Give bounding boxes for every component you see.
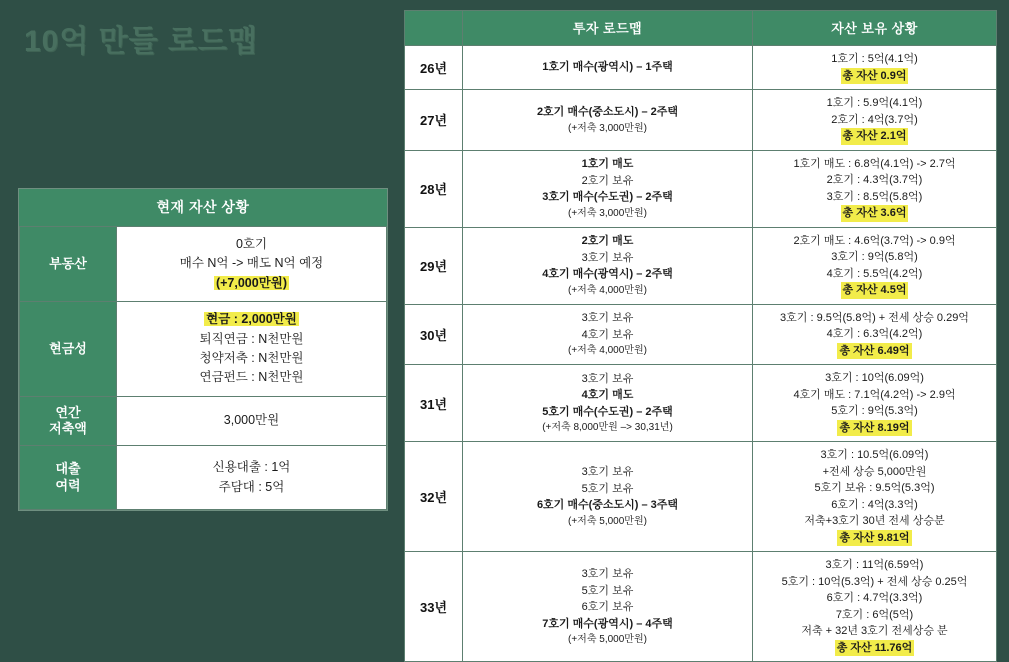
cell-line: 3호기 매수(수도권) – 2주택 [542,191,673,204]
asset-row-label-line: 대출 [55,461,81,477]
cell-line: 5호기 보유 [581,584,634,597]
cell-line: 2호기 매도 [581,235,634,248]
table-row [405,552,997,662]
cell-line: 3호기 보유 [581,251,634,264]
roadmap-year: 31년 [405,365,463,442]
roadmap-assets-cell [753,442,997,552]
roadmap-year: 32년 [405,442,463,552]
asset-value-line: 연금펀드 : N천만원 [199,370,304,385]
cell-line: 5호기 매수(수도권) – 2주택 [542,405,673,418]
cell-line: 7호기 매수(광역시) – 4주택 [542,617,673,630]
cell-line: 3호기 : 10.5억(6.09억) [820,449,929,461]
cell-line: 6호기 보유 [581,601,634,613]
roadmap-plan-cell [463,227,753,304]
roadmap-plan-cell [463,46,753,90]
cell-line: 3호기 보유 [581,466,634,479]
roadmap-year: 27년 [405,90,463,151]
cell-line: 저축 + 32년 3호기 전세상승 분 [801,625,948,637]
roadmap-year: 33년 [405,552,463,662]
roadmap-assets-cell [753,304,997,365]
table-row [405,365,997,442]
asset-value-line: 0호기 [235,237,268,251]
roadmap-plan-cell [463,365,753,442]
asset-value-line: 매수 N억 -> 매도 N억 예정 [179,256,324,271]
cell-line: (+저축 4,000만원) [568,284,647,296]
cell-line: 1호기 : 5억(4.1억) [831,53,918,65]
roadmap-year: 29년 [405,227,463,304]
asset-row [20,302,387,397]
cell-line [756,640,993,657]
table-row [405,90,997,151]
roadmap-plan-cell [463,442,753,552]
cell-line: 4호기 : 5.5억(4.2억) [826,267,923,280]
cell-line [756,420,993,437]
cell-line: 6호기 : 4.7억(3.3억) [826,592,923,604]
current-assets-header: 현재 자산 상황 [19,189,387,226]
roadmap-panel [404,10,996,662]
total-asset-badge: 총 자산 9.81억 [837,530,911,547]
cell-line: 1호기 : 5.9억(4.1억) [826,97,923,109]
cell-line: 2호기 : 4억(3.7억) [831,113,918,126]
cell-line: 3호기 : 9억(5.8억) [831,251,918,263]
roadmap-header-year [405,11,463,46]
cell-line: 3호기 : 10억(6.09억) [825,372,924,384]
cell-line [756,68,993,85]
asset-row [20,396,387,446]
cell-line: 1호기 매수(광역시) – 1주택 [542,61,673,74]
cell-line [756,343,993,360]
roadmap-assets-cell [753,552,997,662]
roadmap-year: 28년 [405,150,463,227]
asset-value-line: 퇴직연금 : N천만원 [199,331,304,346]
asset-row-value [117,302,387,397]
cell-line: 3호기 보유 [581,312,634,325]
asset-row-label [20,446,117,510]
highlighted-value: 현금 : 2,000만원 [206,312,297,327]
cell-line: 3호기 : 9.5억(5.8억) + 전세 상승 0.29억 [780,311,969,324]
cell-line: 4호기 : 6.3억(4.2억) [826,328,923,340]
asset-value-line: 3,000만원 [223,413,280,428]
total-asset-badge: 총 자산 0.9억 [841,68,909,85]
cell-line: 2호기 매수(중소도시) – 2주택 [536,106,679,118]
asset-value-line [121,310,382,329]
table-row [405,442,997,552]
total-asset-badge: 총 자산 6.49억 [837,343,911,360]
table-row [405,150,997,227]
cell-line: 5호기 보유 [581,482,634,495]
cell-line: 저축+3호기 30년 전세 상승분 [804,515,945,527]
asset-row-value [117,227,387,302]
asset-value-line [121,274,382,293]
current-assets-card [18,188,388,511]
current-assets-table [19,226,387,510]
table-row [405,227,997,304]
asset-row-label: 부동산 [20,227,117,302]
page-title: 10억 만들 로드맵 [24,25,258,58]
asset-value-line: 청약저축 : N천만원 [199,350,304,365]
roadmap-assets-cell [753,365,997,442]
roadmap-assets-cell [753,90,997,151]
cell-line: 6호기 : 4억(3.3억) [831,498,918,511]
roadmap-body [405,46,997,662]
roadmap-plan-cell [463,304,753,365]
cell-line: 3호기 : 8.5억(5.8억) [826,190,923,203]
cell-line [756,205,993,222]
cell-line: 4호기 보유 [581,328,634,341]
cell-line: 7호기 : 6억(5억) [835,608,914,621]
cell-line: (+저축 5,000만원) [568,515,647,527]
cell-line: 6호기 매수(중소도시) – 3주택 [536,499,679,512]
asset-row-label-line: 저축액 [49,420,87,436]
asset-row-value [117,446,387,510]
asset-value-line: 신용대출 : 1억 [212,460,291,475]
cell-line: (+저축 3,000만원) [568,122,647,134]
cell-line: +전세 상승 5,000만원 [822,465,927,478]
roadmap-header-row [405,11,997,46]
cell-line: 5호기 보유 : 9.5억(5.3억) [814,482,935,494]
asset-row-label-line: 여력 [55,477,81,493]
roadmap-table [404,10,997,662]
asset-row-value [117,396,387,446]
highlighted-value: (+7,000만원) [215,275,288,290]
cell-line: 4호기 매도 : 7.1억(4.2억) -> 2.9억 [793,388,956,401]
roadmap-header-plan: 투자 로드맵 [463,11,753,46]
cell-line: 1호기 매도 [581,158,634,171]
asset-row-label [20,396,117,446]
roadmap-assets-cell [753,227,997,304]
total-asset-badge: 총 자산 2.1억 [841,128,909,145]
roadmap-plan-cell [463,90,753,151]
current-assets-body [20,227,387,510]
cell-line: 3호기 보유 [581,568,634,580]
cell-line [756,530,993,547]
total-asset-badge: 총 자산 4.5억 [841,282,909,299]
roadmap-year: 30년 [405,304,463,365]
roadmap-assets-cell [753,46,997,90]
asset-value-line: 주담대 : 5억 [218,479,285,494]
cell-line: 1호기 매도 : 6.8억(4.1억) -> 2.7억 [793,157,956,170]
asset-row-label: 현금성 [20,302,117,397]
cell-line: 2호기 매도 : 4.6억(3.7억) -> 0.9억 [793,234,956,247]
cell-line: (+저축 3,000만원) [568,207,647,219]
cell-line: (+저축 8,000만원 –> 30,31년) [542,422,673,434]
roadmap-head [405,11,997,46]
total-asset-badge: 총 자산 11.76억 [835,640,915,657]
cell-line [756,282,993,299]
cell-line: 2호기 : 4.3억(3.7억) [826,174,923,186]
roadmap-plan-cell [463,552,753,662]
cell-line: 4호기 매수(광역시) – 2주택 [542,268,673,281]
table-row [405,304,997,365]
total-asset-badge: 총 자산 3.6억 [841,205,909,222]
asset-row-label-line: 연간 [55,404,81,420]
roadmap-year: 26년 [405,46,463,90]
asset-row [20,227,387,302]
cell-line: 5호기 : 9억(5.3억) [831,405,918,417]
roadmap-header-assets: 자산 보유 상황 [753,11,997,46]
table-row [405,46,997,90]
asset-row [20,446,387,510]
cell-line [756,128,993,145]
total-asset-badge: 총 자산 8.19억 [837,420,911,437]
roadmap-assets-cell [753,150,997,227]
cell-line: 4호기 매도 [581,389,634,402]
cell-line: 3호기 : 11억(6.59억) [825,559,924,571]
cell-line: (+저축 4,000만원) [568,345,647,357]
cell-line: 3호기 보유 [581,372,634,385]
cell-line: 2호기 보유 [581,174,634,187]
roadmap-plan-cell [463,150,753,227]
cell-line: (+저축 5,000만원) [568,634,647,645]
cell-line: 5호기 : 10억(5.3억) + 전세 상승 0.25억 [781,575,968,588]
